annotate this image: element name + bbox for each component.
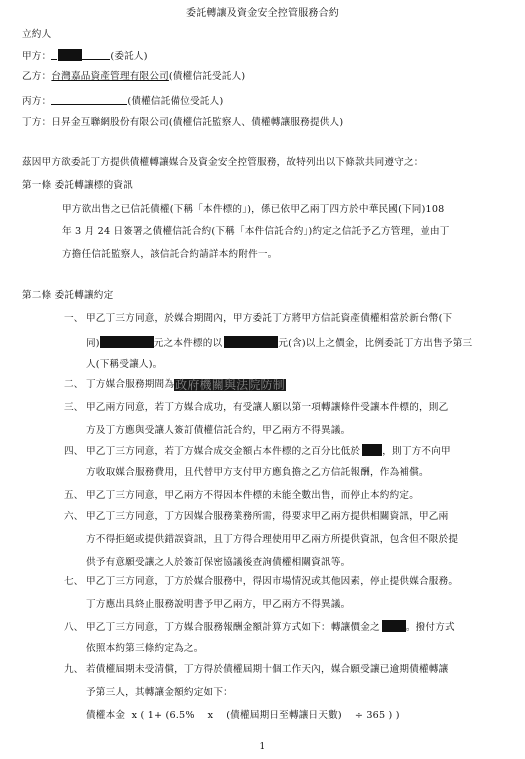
- party-b-label: 乙方：: [22, 71, 52, 82]
- item-8-line-2: 依照本約第三條約定為之。: [86, 643, 204, 654]
- item-3-text-1: 甲乙兩方同意，若丁方媒合成功，有受讓人願以第一項轉讓條件受讓本件標的，則乙: [86, 402, 449, 413]
- item-1-line-3: 人(下稱受讓人)。: [86, 359, 163, 370]
- item-7-number: 七、: [64, 576, 84, 587]
- item-9-formula: 債權本金 x ( 1+ (6.5% x (債權屆期日至轉讓日天數) ÷ 365 ) ): [86, 710, 400, 721]
- item-1-text-1: 甲乙丁三方同意，於媒合期間內，甲方委託丁方將甲方信託資產債權相當於新台幣(下: [86, 313, 453, 324]
- article-1-line-1: 甲方欲出售之已信託債權(下稱「本件標的」)，係已依甲乙兩丁四方於中華民國(下同)108: [62, 204, 445, 215]
- item-9-line-2: 予第三人，其轉讓金額約定如下：: [86, 687, 233, 698]
- intro-paragraph: 茲因甲方欲委託丁方提供債權轉讓媒合及資金安全控管服務，故特列出以下條款共同遵守之：: [22, 157, 424, 168]
- item-7-text-1: 甲乙丁三方同意，丁方於媒合服務中，得因市場情況或其他因素，停止提供媒合服務。: [86, 576, 459, 587]
- parties-heading: 立約人: [22, 29, 52, 40]
- redaction-box: [362, 444, 382, 456]
- article-1-heading: 第一條 委託轉讓標的資訊: [22, 180, 133, 191]
- item-9-number: 九、: [64, 664, 84, 675]
- party-c-line: [22, 94, 223, 108]
- redaction-box: [224, 336, 278, 348]
- item-8-text-1b: 。撥付方式: [405, 622, 455, 633]
- party-a-line: [22, 49, 148, 63]
- item-2-number: 二、: [64, 379, 84, 390]
- item-8-line-1: [64, 620, 455, 634]
- item-1-text-2c: 元(含)以上之價金，比例委託丁方出售予第三: [278, 338, 473, 349]
- party-b-line: [22, 71, 245, 83]
- party-a-blank-left: [51, 49, 57, 60]
- item-3-line-1: [64, 402, 448, 414]
- item-1-number: 一、: [64, 313, 84, 324]
- item-7-line-1: [64, 576, 458, 588]
- party-d-line: [22, 117, 343, 129]
- item-6-line-3: 供予有意願受讓之人於簽訂保密協議後查詢債權相關資訊等。: [86, 557, 351, 568]
- redacted-stamp-text: 政府機關與法院防制: [175, 378, 285, 392]
- item-5-line-1: [64, 490, 419, 502]
- item-7-line-2: 丁方應出具終止服務說明書予甲乙兩方，甲乙兩方不得異議。: [86, 599, 351, 610]
- item-6-line-2: 方不得拒絕或提供錯誤資訊，且丁方得合理使用甲乙兩方所提供資訊，包含但不限於提: [86, 534, 459, 545]
- page-number: 1: [259, 742, 266, 752]
- redaction-box: [58, 49, 82, 61]
- item-5-number: 五、: [64, 490, 84, 501]
- item-6-line-1: [64, 511, 448, 523]
- party-b-name: 台灣嘉品資產管理有限公司: [51, 71, 169, 82]
- item-1-line-2: [86, 336, 472, 350]
- item-4-text-1b: ，則丁方不向甲: [382, 446, 451, 457]
- item-1-text-2b: 元之本件標的以: [153, 338, 223, 349]
- party-c-label: 丙方：: [22, 96, 52, 107]
- party-c-role: (債權信託備位受託人): [127, 96, 224, 107]
- item-9-text-1: 若債權屆期未受清償，丁方得於債權屆期十個工作天內，媒合願受讓已逾期債權轉讓: [86, 664, 449, 675]
- party-a-role: (委託人): [110, 51, 148, 62]
- redaction-box: [382, 620, 406, 632]
- item-4-text-1a: 甲乙丁三方同意，若丁方媒合成交金額占本件標的之百分比低於: [86, 446, 361, 457]
- item-4-number: 四、: [64, 446, 84, 457]
- document-title: 委託轉讓及資金安全控管服務合約: [186, 8, 339, 19]
- item-4-line-2: 方收取媒合服務費用，且代替甲方支付甲方應負擔之乙方信託報酬，作為補償。: [86, 467, 429, 478]
- party-c-blank: [51, 94, 127, 105]
- item-9-line-1: [64, 664, 448, 676]
- item-6-text-1: 甲乙丁三方同意，丁方因媒合服務業務所需，得要求甲乙兩方提供相關資訊，甲乙兩: [86, 511, 449, 522]
- party-d-label: 丁方：: [22, 117, 52, 128]
- party-b-role: (債權信託受託人): [168, 71, 246, 82]
- item-4-line-1: [64, 444, 451, 458]
- party-a-label: 甲方：: [22, 51, 52, 62]
- item-5-text: 甲乙丁三方同意，甲乙兩方不得因本件標的未能全數出售，而停止本約約定。: [86, 490, 419, 501]
- item-6-number: 六、: [64, 511, 84, 522]
- item-1-line-1: [64, 313, 452, 325]
- redaction-box: [100, 336, 154, 348]
- party-a-blank-right: [82, 49, 110, 60]
- item-3-number: 三、: [64, 402, 84, 413]
- item-8-text-1a: 甲乙丁三方同意，丁方媒合服務報酬金額計算方式如下：轉讓價金之: [86, 622, 380, 633]
- party-d-name: 日昇金互聯網股份有限公司(債權信託監察人、債權轉讓服務提供人): [51, 117, 344, 128]
- item-2-text: 丁方媒合服務期間為: [86, 379, 175, 390]
- item-8-number: 八、: [64, 622, 84, 633]
- article-2-heading: 第二條 委託轉讓約定: [22, 290, 114, 301]
- item-3-line-2: 方及丁方應與受讓人簽訂債權信託合約，甲乙兩方不得異議。: [86, 425, 351, 436]
- article-1-line-2: 年 3 月 24 日簽署之債權信託合約(下稱「本件信託合約」)約定之信託予乙方管理，並由丁: [62, 226, 450, 237]
- item-1-text-2a: 同): [86, 338, 100, 349]
- item-2-line-1: [64, 379, 286, 391]
- article-1-line-3: 方擔任信託監察人，該信託合約請詳本約附件一。: [62, 249, 278, 260]
